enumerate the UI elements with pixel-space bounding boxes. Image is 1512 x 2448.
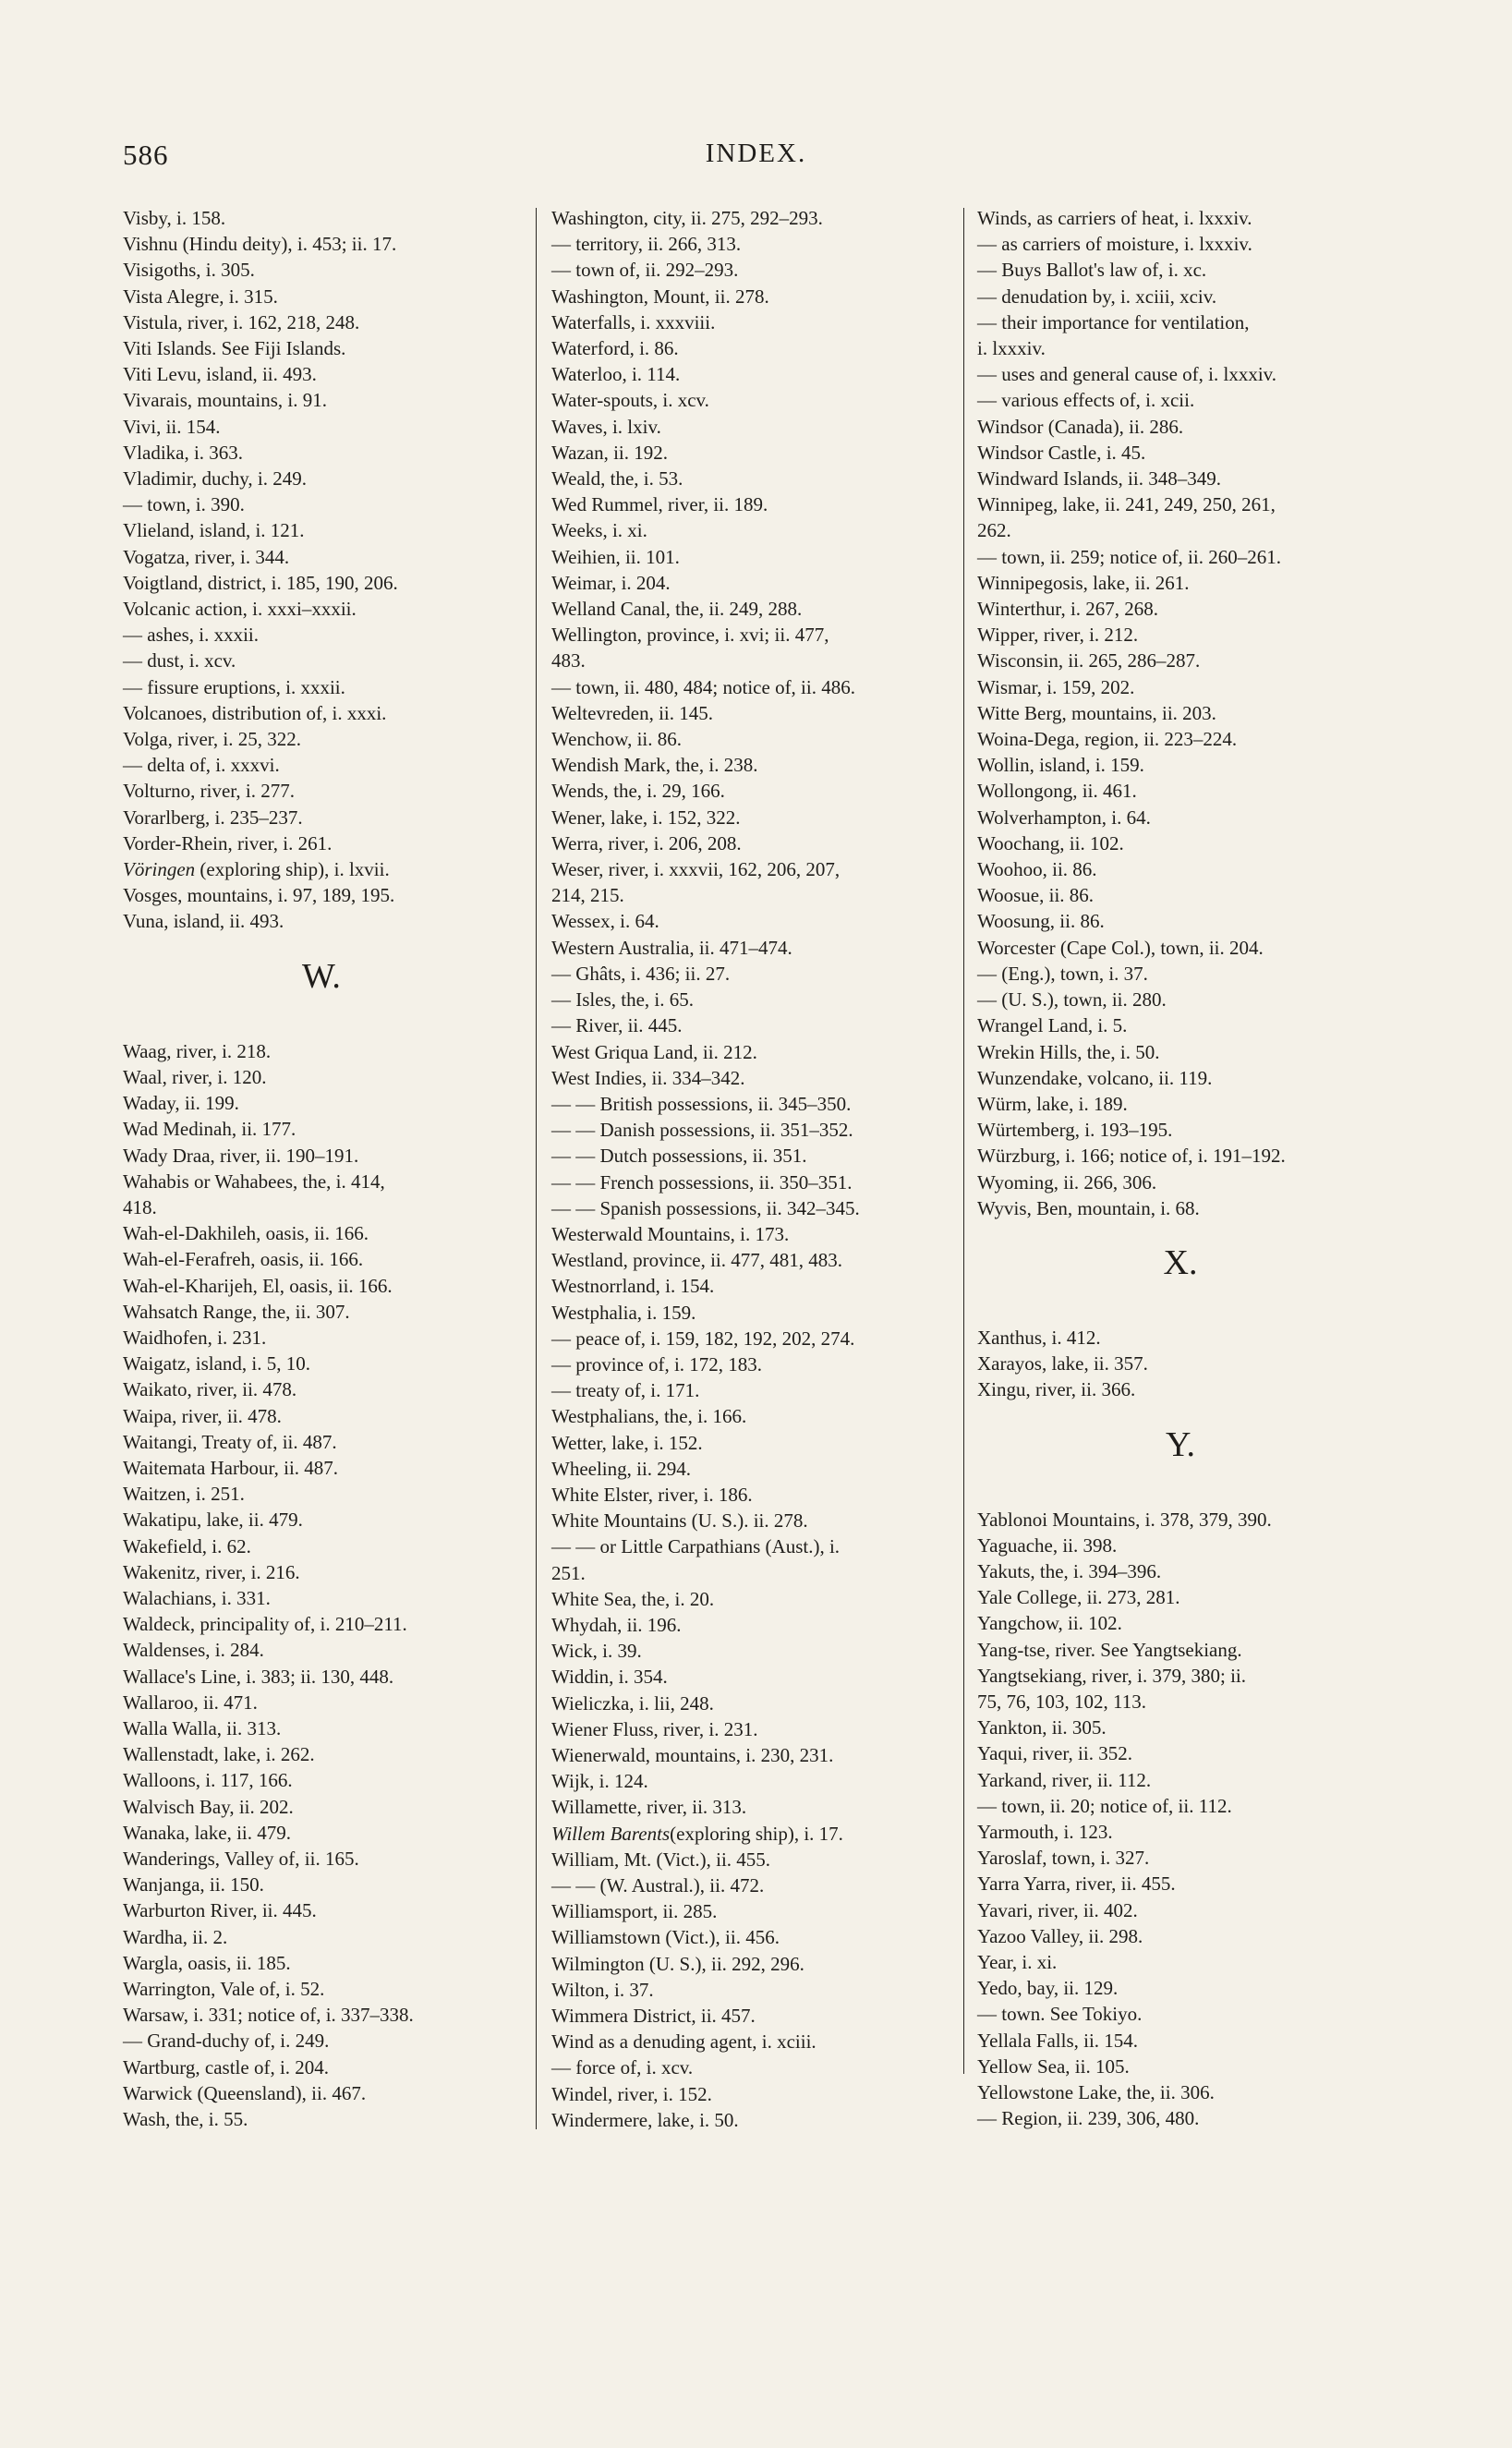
index-entry: 251. bbox=[551, 1561, 586, 1584]
index-entry: Walloons, i. 117, 166. bbox=[123, 1769, 293, 1792]
index-entry: — Buys Ballot's law of, i. xc. bbox=[977, 259, 1207, 282]
index-entry: — Grand-duchy of, i. 249. bbox=[123, 2030, 330, 2053]
index-entry: — delta of, i. xxxvi. bbox=[123, 754, 280, 777]
index-entry: — uses and general cause of, i. lxxxiv. bbox=[977, 363, 1277, 386]
index-entry: Yale College, ii. 273, 281. bbox=[977, 1586, 1180, 1609]
index-column-2 bbox=[551, 205, 944, 2133]
index-entry: — ashes, i. xxxii. bbox=[123, 624, 259, 647]
index-entry: Windsor Castle, i. 45. bbox=[977, 441, 1146, 464]
index-entry: Voigtland, district, i. 185, 190, 206. bbox=[123, 571, 398, 594]
index-entry: Wakefield, i. 62. bbox=[123, 1534, 251, 1557]
index-entry: Waikato, river, ii. 478. bbox=[123, 1378, 297, 1401]
index-entry: Yazoo Valley, ii. 298. bbox=[977, 1924, 1143, 1947]
index-entry: Vistula, river, i. 162, 218, 248. bbox=[123, 310, 360, 333]
index-entry: Vorarlberg, i. 235–237. bbox=[123, 806, 303, 829]
index-entry: Wakenitz, river, i. 216. bbox=[123, 1560, 300, 1583]
index-entry: Würtemberg, i. 193–195. bbox=[977, 1119, 1173, 1142]
index-entry: Xanthus, i. 412. bbox=[977, 1326, 1101, 1349]
index-entry: Westland, province, ii. 477, 481, 483. bbox=[551, 1249, 843, 1272]
index-entry: Wed Rummel, river, ii. 189. bbox=[551, 493, 768, 516]
index-entry: Wienerwald, mountains, i. 230, 231. bbox=[551, 1743, 834, 1766]
index-entry: Xarayos, lake, ii. 357. bbox=[977, 1352, 1148, 1375]
index-entry: Wanjanga, ii. 150. bbox=[123, 1873, 264, 1897]
index-entry: Woosue, ii. 86. bbox=[977, 884, 1095, 907]
index-entry: Vlieland, island, i. 121. bbox=[123, 519, 305, 542]
index-entry: — (Eng.), town, i. 37. bbox=[977, 962, 1148, 985]
index-entry: Yellow Sea, ii. 105. bbox=[977, 2054, 1130, 2078]
index-entry: Wazan, ii. 192. bbox=[551, 441, 669, 464]
index-entry: Winds, as carriers of heat, i. lxxxiv. bbox=[977, 207, 1252, 229]
index-entry: Vista Alegre, i. 315. bbox=[123, 285, 278, 308]
index-entry: — province of, i. 172, 183. bbox=[551, 1352, 763, 1375]
index-entry: Waterloo, i. 114. bbox=[551, 363, 681, 386]
index-entry: Woochang, ii. 102. bbox=[977, 831, 1124, 854]
running-head: INDEX. bbox=[705, 139, 807, 168]
index-entry: Weeks, i. xi. bbox=[551, 519, 647, 542]
index-entry: Volcanic action, i. xxxi–xxxii. bbox=[123, 598, 357, 621]
index-entry: Wash, the, i. 55. bbox=[123, 2108, 248, 2131]
index-entry: Wallace's Line, i. 383; ii. 130, 448. bbox=[123, 1665, 394, 1688]
index-entry: Woosung, ii. 86. bbox=[977, 910, 1105, 933]
index-entry: Yavari, river, ii. 402. bbox=[977, 1898, 1138, 1921]
index-entry: Vivarais, mountains, i. 91. bbox=[123, 389, 327, 412]
index-entry: Wends, the, i. 29, 166. bbox=[551, 780, 725, 803]
index-entry: Waidhofen, i. 231. bbox=[123, 1326, 267, 1349]
index-entry: Vöringen (exploring ship), i. lxvii. bbox=[123, 858, 390, 881]
index-entry: Waag, river, i. 218. bbox=[123, 1039, 272, 1062]
index-entry: Vishnu (Hindu deity), i. 453; ii. 17. bbox=[123, 233, 397, 256]
index-entry: Yarra Yarra, river, ii. 455. bbox=[977, 1872, 1176, 1896]
index-entry: Yaguache, ii. 398. bbox=[977, 1533, 1118, 1557]
index-entry: Wipper, river, i. 212. bbox=[977, 624, 1139, 647]
index-entry: Wartburg, castle of, i. 204. bbox=[123, 2055, 330, 2078]
index-entry: Waves, i. lxiv. bbox=[551, 415, 661, 438]
index-entry: Wanaka, lake, ii. 479. bbox=[123, 1821, 291, 1844]
index-entry: Waipa, river, ii. 478. bbox=[123, 1404, 282, 1427]
index-entry: — various effects of, i. xcii. bbox=[977, 389, 1195, 412]
index-entry: — fissure eruptions, i. xxxii. bbox=[123, 675, 345, 698]
index-entry: Willamette, river, ii. 313. bbox=[551, 1796, 747, 1819]
index-entry: Year, i. xi. bbox=[977, 1950, 1058, 1973]
index-entry: West Indies, ii. 334–342. bbox=[551, 1066, 745, 1089]
index-entry: Williamstown (Vict.), ii. 456. bbox=[551, 1926, 780, 1949]
index-entry: Waldeck, principality of, i. 210–211. bbox=[123, 1613, 407, 1636]
index-entry: — dust, i. xcv. bbox=[123, 649, 236, 673]
index-entry: Waterford, i. 86. bbox=[551, 337, 679, 360]
index-entry: Wener, lake, i. 152, 322. bbox=[551, 806, 741, 829]
section-letter-heading: Y. bbox=[1165, 1424, 1196, 1464]
index-entry: Würzburg, i. 166; notice of, i. 191–192. bbox=[977, 1145, 1286, 1168]
index-entry: — territory, ii. 266, 313. bbox=[551, 233, 742, 256]
index-entry: Wallaroo, ii. 471. bbox=[123, 1691, 258, 1714]
page-header bbox=[123, 139, 1389, 179]
index-entry: Warrington, Vale of, i. 52. bbox=[123, 1978, 325, 2000]
index-entry: 483. bbox=[551, 649, 586, 673]
index-entry: Windward Islands, ii. 348–349. bbox=[977, 467, 1221, 491]
index-column-1 bbox=[123, 205, 520, 2132]
index-entry: Yedo, bay, ii. 129. bbox=[977, 1977, 1119, 2000]
index-entry: — — Danish possessions, ii. 351–352. bbox=[551, 1119, 853, 1142]
index-entry: — Region, ii. 239, 306, 480. bbox=[977, 2107, 1200, 2130]
index-entry: Würm, lake, i. 189. bbox=[977, 1092, 1128, 1115]
index-entry: — — or Little Carpathians (Aust.), i. bbox=[551, 1535, 841, 1558]
index-entry: Waday, ii. 199. bbox=[123, 1092, 239, 1115]
index-column-3 bbox=[977, 205, 1384, 2131]
index-entry: — town of, ii. 292–293. bbox=[551, 259, 739, 282]
index-entry: Wyvis, Ben, mountain, i. 68. bbox=[977, 1196, 1200, 1219]
index-entry: Waitemata Harbour, ii. 487. bbox=[123, 1456, 339, 1479]
index-entry: Witte Berg, mountains, ii. 203. bbox=[977, 701, 1216, 724]
index-entry: Wah-el-Kharijeh, El, oasis, ii. 166. bbox=[123, 1274, 393, 1297]
index-entry: Wanderings, Valley of, ii. 165. bbox=[123, 1847, 359, 1870]
index-entry: Waitzen, i. 251. bbox=[123, 1483, 245, 1506]
index-entry: — River, ii. 445. bbox=[551, 1014, 683, 1037]
index-entry: Wetter, lake, i. 152. bbox=[551, 1431, 703, 1454]
index-entry: Wheeling, ii. 294. bbox=[551, 1457, 692, 1480]
index-entry: Volcanoes, distribution of, i. xxxi. bbox=[123, 701, 387, 724]
column-divider bbox=[536, 208, 537, 2129]
index-entry: Walvisch Bay, ii. 202. bbox=[123, 1795, 294, 1818]
index-entry: — (U. S.), town, ii. 280. bbox=[977, 988, 1167, 1012]
index-entry: Washington, city, ii. 275, 292–293. bbox=[551, 207, 823, 229]
index-entry: Wendish Mark, the, i. 238. bbox=[551, 754, 758, 777]
index-entry: Welland Canal, the, ii. 249, 288. bbox=[551, 598, 803, 621]
section-letter-heading: W. bbox=[302, 956, 341, 996]
index-entry: — — Spanish possessions, ii. 342–345. bbox=[551, 1196, 860, 1219]
index-entry: Yankton, ii. 305. bbox=[977, 1716, 1107, 1739]
index-entry: Volga, river, i. 25, 322. bbox=[123, 728, 301, 751]
index-entry: Yang-tse, river. See Yangtsekiang. bbox=[977, 1638, 1242, 1661]
index-entry: Yarkand, river, ii. 112. bbox=[977, 1768, 1152, 1791]
index-entry: Waal, river, i. 120. bbox=[123, 1065, 267, 1088]
index-entry: Wunzendake, volcano, ii. 119. bbox=[977, 1066, 1213, 1089]
index-entry: Wollin, island, i. 159. bbox=[977, 754, 1144, 777]
index-entry: Yellowstone Lake, the, ii. 306. bbox=[977, 2081, 1215, 2103]
index-entry: Vogatza, river, i. 344. bbox=[123, 545, 290, 568]
index-entry: Westnorrland, i. 154. bbox=[551, 1275, 715, 1298]
index-entry: Walachians, i. 331. bbox=[123, 1586, 271, 1609]
index-entry: Waitangi, Treaty of, ii. 487. bbox=[123, 1430, 337, 1453]
index-entry: Worcester (Cape Col.), town, ii. 204. bbox=[977, 936, 1264, 959]
index-entry: Wah-el-Ferafreh, oasis, ii. 166. bbox=[123, 1248, 364, 1271]
index-entry: Werra, river, i. 206, 208. bbox=[551, 831, 742, 854]
index-entry: Wady Draa, river, ii. 190–191. bbox=[123, 1144, 359, 1167]
index-entry: 418. bbox=[123, 1195, 157, 1218]
index-entry: Wah-el-Dakhileh, oasis, ii. 166. bbox=[123, 1222, 369, 1245]
index-entry: Yellala Falls, ii. 154. bbox=[977, 2029, 1139, 2052]
index-entry: Warsaw, i. 331; notice of, i. 337–338. bbox=[123, 2004, 414, 2027]
index-entry: Water-spouts, i. xcv. bbox=[551, 389, 709, 412]
index-entry: Windsor (Canada), ii. 286. bbox=[977, 415, 1184, 438]
index-entry: — town, i. 390. bbox=[123, 493, 245, 516]
index-entry: Warburton River, ii. 445. bbox=[123, 1899, 317, 1922]
index-entry: — force of, i. xcv. bbox=[551, 2056, 694, 2079]
index-entry: i. lxxxiv. bbox=[977, 337, 1046, 360]
page-number: 586 bbox=[123, 139, 169, 171]
index-entry: Xingu, river, ii. 366. bbox=[977, 1378, 1136, 1401]
index-entry: Waigatz, island, i. 5, 10. bbox=[123, 1352, 311, 1375]
index-entry: Vladimir, duchy, i. 249. bbox=[123, 467, 308, 491]
index-entry: — Isles, the, i. 65. bbox=[551, 988, 694, 1012]
index-entry: Viti Islands. See Fiji Islands. bbox=[123, 337, 346, 360]
index-entry: Western Australia, ii. 471–474. bbox=[551, 936, 792, 959]
index-entry: William, Mt. (Vict.), ii. 455. bbox=[551, 1848, 771, 1871]
index-entry: Viti Levu, island, ii. 493. bbox=[123, 363, 317, 386]
index-entry: 262. bbox=[977, 519, 1011, 542]
index-entry: Yablonoi Mountains, i. 378, 379, 390. bbox=[977, 1508, 1272, 1531]
index-entry: — — British possessions, ii. 345–350. bbox=[551, 1092, 852, 1115]
index-entry: Wollongong, ii. 461. bbox=[977, 780, 1137, 803]
index-entry: Wallenstadt, lake, i. 262. bbox=[123, 1743, 315, 1766]
index-entry: Winnipeg, lake, ii. 241, 249, 250, 261, bbox=[977, 493, 1276, 516]
index-entry: Wad Medinah, ii. 177. bbox=[123, 1118, 296, 1141]
index-entry: Wolverhampton, i. 64. bbox=[977, 806, 1151, 829]
index-entry: — town, ii. 259; notice of, ii. 260–261. bbox=[977, 545, 1281, 568]
index-entry: Wrangel Land, i. 5. bbox=[977, 1014, 1128, 1037]
index-entry: White Mountains (U. S.). ii. 278. bbox=[551, 1509, 808, 1533]
index-entry: Visigoths, i. 305. bbox=[123, 259, 255, 282]
index-entry: Walla Walla, ii. 313. bbox=[123, 1716, 282, 1739]
index-entry: Vivi, ii. 154. bbox=[123, 415, 221, 438]
index-entry: Wick, i. 39. bbox=[551, 1640, 642, 1663]
index-entry: 75, 76, 103, 102, 113. bbox=[977, 1690, 1146, 1713]
index-entry: — — (W. Austral.), ii. 472. bbox=[551, 1874, 765, 1897]
index-entry: Vuna, island, ii. 493. bbox=[123, 910, 284, 933]
index-entry: Vladika, i. 363. bbox=[123, 441, 244, 464]
index-entry: Wimmera District, ii. 457. bbox=[551, 2005, 756, 2028]
index-entry: West Griqua Land, ii. 212. bbox=[551, 1040, 757, 1063]
index-entry: White Sea, the, i. 20. bbox=[551, 1587, 715, 1610]
index-entry: Westphalia, i. 159. bbox=[551, 1301, 696, 1324]
index-entry: Yarmouth, i. 123. bbox=[977, 1820, 1113, 1843]
index-entry: Westphalians, the, i. 166. bbox=[551, 1405, 747, 1428]
index-entry: — their importance for ventilation, bbox=[977, 310, 1250, 333]
index-entry: Willem Barents(exploring ship), i. 17. bbox=[551, 1822, 843, 1845]
index-entry: Yakuts, the, i. 394–396. bbox=[977, 1559, 1162, 1582]
index-entry: Washington, Mount, ii. 278. bbox=[551, 285, 769, 308]
index-entry: White Elster, river, i. 186. bbox=[551, 1483, 753, 1506]
index-entry: Wieliczka, i. lii, 248. bbox=[551, 1691, 714, 1715]
index-entry: Wardha, ii. 2. bbox=[123, 1925, 228, 1948]
index-entry: — Ghâts, i. 436; ii. 27. bbox=[551, 962, 731, 985]
index-entry: Warwick (Queensland), ii. 467. bbox=[123, 2081, 367, 2104]
index-entry: Yaroslaf, town, i. 327. bbox=[977, 1847, 1150, 1870]
index-entry: Wrekin Hills, the, i. 50. bbox=[977, 1040, 1160, 1063]
index-entry: — — Dutch possessions, ii. 351. bbox=[551, 1145, 807, 1168]
index-entry: Wahsatch Range, the, ii. 307. bbox=[123, 1300, 350, 1323]
index-entry: Volturno, river, i. 277. bbox=[123, 780, 296, 803]
index-entry: Wijk, i. 124. bbox=[551, 1770, 648, 1793]
index-entry: — peace of, i. 159, 182, 192, 202, 274. bbox=[551, 1327, 855, 1350]
index-entry: Wakatipu, lake, ii. 479. bbox=[123, 1509, 303, 1532]
index-entry: Wellington, province, i. xvi; ii. 477, bbox=[551, 624, 829, 647]
index-entry: Yaqui, river, ii. 352. bbox=[977, 1742, 1132, 1765]
index-entry: 214, 215. bbox=[551, 884, 624, 907]
index-entry: — treaty of, i. 171. bbox=[551, 1379, 700, 1402]
index-entry: Wilton, i. 37. bbox=[551, 1978, 654, 2001]
index-entry: Visby, i. 158. bbox=[123, 207, 226, 229]
index-entry: Woohoo, ii. 86. bbox=[977, 858, 1097, 881]
index-entry: Widdin, i. 354. bbox=[551, 1666, 668, 1689]
index-entry: Weihien, ii. 101. bbox=[551, 545, 680, 568]
index-entry: Wenchow, ii. 86. bbox=[551, 728, 683, 751]
section-letter-heading: X. bbox=[1163, 1242, 1198, 1282]
index-entry: Wismar, i. 159, 202. bbox=[977, 675, 1135, 698]
index-entry: Wilmington (U. S.), ii. 292, 296. bbox=[551, 1952, 804, 1975]
index-entry: Wyoming, ii. 266, 306. bbox=[977, 1170, 1157, 1194]
index-entry: Westerwald Mountains, i. 173. bbox=[551, 1222, 790, 1245]
index-entry: Yangtsekiang, river, i. 379, 380; ii. bbox=[977, 1664, 1247, 1687]
index-entry: Wessex, i. 64. bbox=[551, 910, 659, 933]
index-entry: Windermere, lake, i. 50. bbox=[551, 2108, 739, 2131]
column-divider bbox=[963, 208, 964, 2074]
index-entry: Weltevreden, ii. 145. bbox=[551, 701, 714, 724]
index-entry: Weimar, i. 204. bbox=[551, 571, 671, 594]
index-entry: Windel, river, i. 152. bbox=[551, 2082, 712, 2105]
index-entry: Woina-Dega, region, ii. 223–224. bbox=[977, 728, 1238, 751]
index-entry: Whydah, ii. 196. bbox=[551, 1613, 682, 1636]
index-entry: Wisconsin, ii. 265, 286–287. bbox=[977, 649, 1201, 673]
index-entry: Williamsport, ii. 285. bbox=[551, 1900, 718, 1923]
index-entry: — as carriers of moisture, i. lxxxiv. bbox=[977, 233, 1252, 256]
index-entry: Wiener Fluss, river, i. 231. bbox=[551, 1717, 758, 1740]
index-entry: Waterfalls, i. xxxviii. bbox=[551, 310, 716, 333]
index-entry: — denudation by, i. xciii, xciv. bbox=[977, 285, 1217, 308]
index-entry: Yangchow, ii. 102. bbox=[977, 1612, 1122, 1635]
index-entry: Waldenses, i. 284. bbox=[123, 1639, 264, 1662]
index-entry: Vosges, mountains, i. 97, 189, 195. bbox=[123, 884, 395, 907]
index-entry: — town. See Tokiyo. bbox=[977, 2003, 1143, 2026]
index-entry: — town, ii. 480, 484; notice of, ii. 486. bbox=[551, 675, 855, 698]
index-entry: Wargla, oasis, ii. 185. bbox=[123, 1951, 291, 1974]
index-entry: Vorder-Rhein, river, i. 261. bbox=[123, 831, 333, 854]
index-entry: Wahabis or Wahabees, the, i. 414, bbox=[123, 1169, 385, 1193]
index-entry: Wind as a denuding agent, i. xciii. bbox=[551, 2030, 816, 2054]
index-entry: Winterthur, i. 267, 268. bbox=[977, 598, 1159, 621]
index-entry: — town, ii. 20; notice of, ii. 112. bbox=[977, 1794, 1232, 1817]
index-entry: Winnipegosis, lake, ii. 261. bbox=[977, 571, 1190, 594]
index-entry: — — French possessions, ii. 350–351. bbox=[551, 1170, 853, 1194]
index-entry: Weser, river, i. xxxvii, 162, 206, 207, bbox=[551, 858, 841, 881]
index-entry: Weald, the, i. 53. bbox=[551, 467, 683, 491]
